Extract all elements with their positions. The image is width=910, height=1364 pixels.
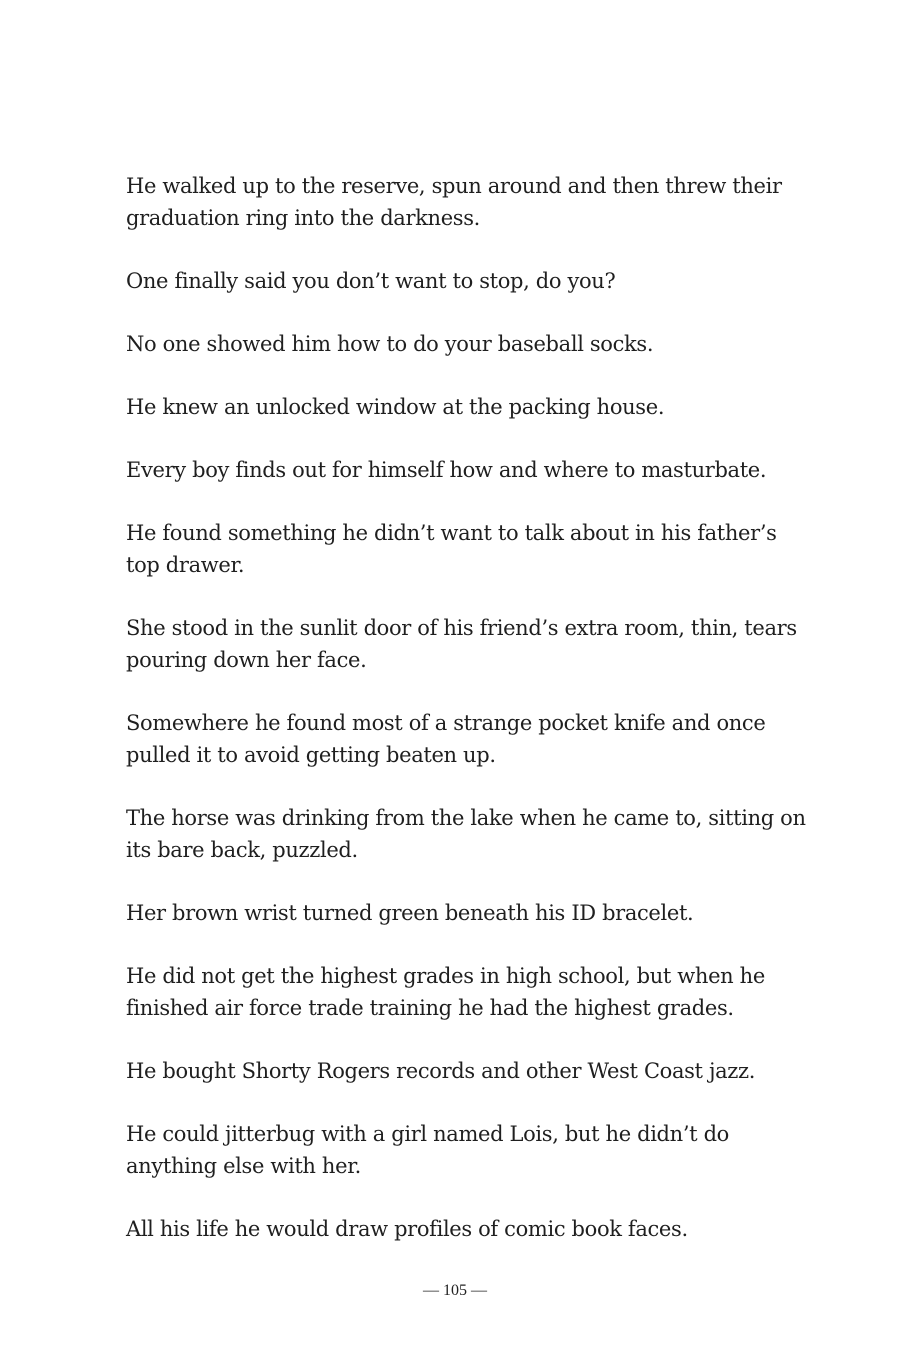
paragraph: All his life he would draw profiles of comic book faces.: [126, 1217, 688, 1241]
paragraph: He could jitterbug with a girl named Lois, but he didn’t do anything else with her.: [126, 1122, 729, 1178]
paragraph: Her brown wrist turned green beneath his ID bracelet.: [126, 901, 694, 925]
paragraph: He bought Shorty Rogers records and other West Coast jazz.: [126, 1059, 756, 1083]
paragraph: He walked up to the reserve, spun around and then threw their graduation ring into the darkness.: [126, 174, 782, 230]
paragraph: He did not get the highest grades in high school, but when he finished air force trade training he had the highest grades.: [126, 964, 765, 1020]
paragraph: Somewhere he found most of a strange pocket knife and once pulled it to avoid getting beaten up.: [126, 711, 766, 767]
paragraph: He knew an unlocked window at the packing house.: [126, 395, 665, 419]
paragraph: No one showed him how to do your baseball socks.: [126, 332, 654, 356]
paragraph: She stood in the sunlit door of his friend’s extra room, thin, tears pouring down her face.: [126, 616, 797, 672]
paragraph: One finally said you don’t want to stop, do you?: [126, 269, 616, 293]
paragraph: Every boy finds out for himself how and where to masturbate.: [126, 458, 767, 482]
body-text: [126, 170, 816, 1276]
paragraph: He found something he didn’t want to talk about in his father’s top drawer.: [126, 521, 777, 577]
page-number: — 105 —: [423, 1282, 487, 1299]
paragraph: The horse was drinking from the lake when he came to, sitting on its bare back, puzzled.: [126, 806, 806, 862]
